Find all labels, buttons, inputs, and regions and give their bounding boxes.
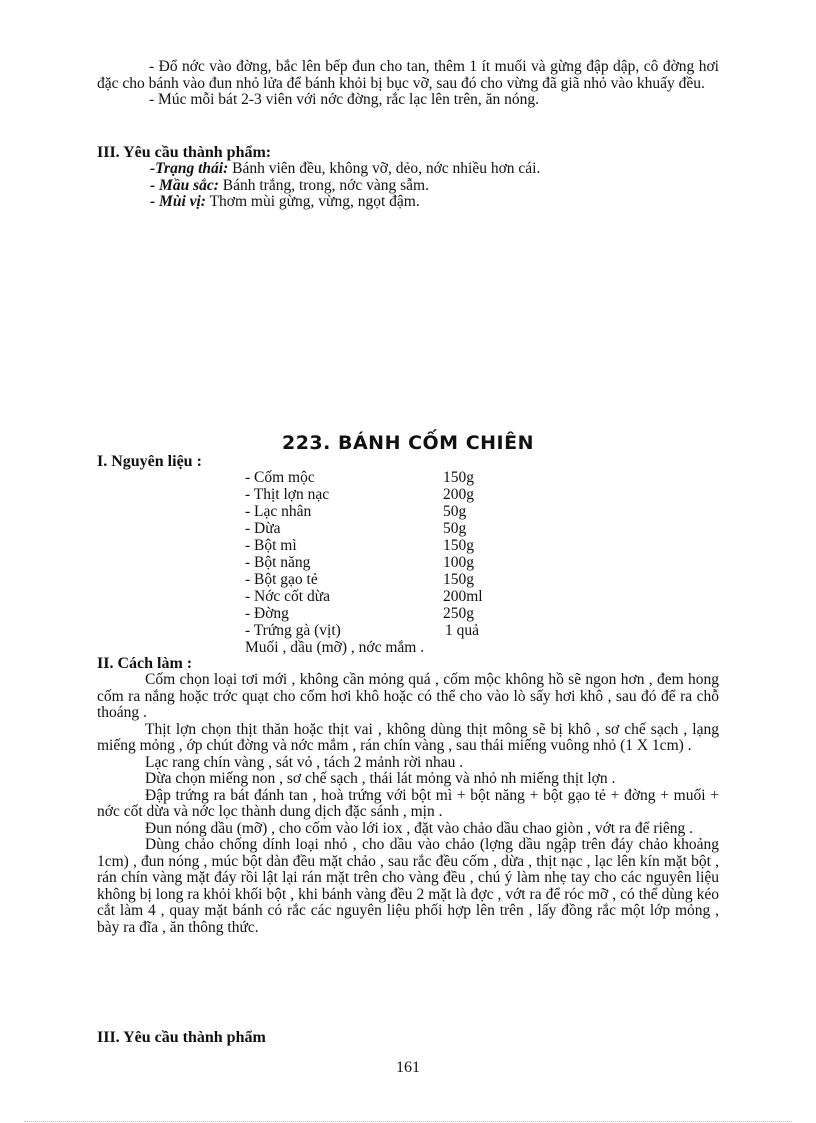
ingredient-name: - Cốm mộc [245,469,315,486]
ingredients-extra: Muối , dầu (mỡ) , nớc mắm . [245,639,425,656]
ingredient-row [245,605,483,622]
method-heading: II. Cách làm : [97,655,193,672]
method-paragraph: Dùng chảo chống dính loại nhỏ , cho dầu vào chảo (lợng dầu ngập trên đáy chảo khoảng 1cm) , đun nóng , múc bột dàn đều mặt chảo , sau rắc đều cốm , dừa , thịt nạc , lạc lên kín mặt bột , rán chín vàng mặt đáy rồi lật lại rán mặt trên cho vàng đều , chú ý làm nhẹ tay cho các nguyên liệu không bị long ra khỏi khối bột , khi bánh vàng đều 2 mặt là đợc , vớt ra để róc mỡ , có thể dùng kéo cắt làm 4 , quay mặt bánh có rắc các nguyên liệu phối hợp lên trên , lấy đồng rắc một lớp mỏng , bày ra đĩa , ăn thông thức. [97,836,719,936]
requirements-heading: III. Yêu cầu thành phẩm [97,1029,266,1046]
requirement-item [150,178,540,195]
ingredient-qty: 50g [443,503,467,520]
ingredient-qty: 200ml [443,588,483,605]
ingredient-row [245,503,483,520]
requirement-text: Thơm mùi gừng, vừng, ngọt đậm. [205,193,420,210]
ingredient-qty: 150g [443,571,474,588]
requirement-item [150,194,540,211]
ingredient-qty: 200g [443,486,474,503]
method-paragraph: Đập trứng ra bát đánh tan , hoà trứng với bột mì + bột năng + bột gạo tẻ + đờng + muối + nớc cốt dừa và nớc lọc thành dung dịch đặc sánh , mịn . [97,786,719,820]
method-paragraph: Thịt lợn chọn thịt thăn hoặc thịt vai , không dùng thịt mông sẽ bị khô , sơ chế sạch , lạng miếng mỏng , ớp chút đờng và nớc mắm , rán chín vàng , sau thái miếng vuông nhỏ (1 X 1cm) . [97,720,719,754]
method-paragraph: Cốm chọn loại tơi mới , không cần mỏng quá , cốm mộc không hồ sẽ ngon hơn , đem hong cốm ra nắng hoặc trớc quạt cho cốm hơi khô hoặc có thể cho vào lò sấy hơi khô , sau đó để ra chỗ thoáng . [97,671,719,721]
ingredient-name: - Đờng [245,605,289,622]
ingredient-row [245,588,483,605]
ingredient-qty: 250g [443,605,474,622]
ingredients-list [245,469,483,656]
ingredient-name: - Bột mì [245,537,297,554]
recipe-title: 223. BÁNH CỐM CHIÊN [281,432,534,454]
requirements-list [150,161,540,211]
ingredient-row [245,469,483,486]
ingredient-qty: 1 quả [445,622,480,639]
ingredient-name: - Nớc cốt dừa [245,588,331,605]
ingredient-row [245,537,483,554]
method-steps [97,672,719,936]
ingredient-row [245,571,483,588]
requirement-label: - Mầu sắc: [150,176,219,194]
step-paragraph: - Đổ nớc vào đờng, bắc lên bếp đun cho tan, thêm 1 ít muối và gừng đập dập, cô đờng hơi đặc cho bánh vào đun nhỏ lửa để bánh khỏi bị bục vỡ, sau đó cho vừng đã giã nhỏ vào khuấy đều. [97,58,719,92]
requirement-text: Bánh viên đều, không vỡ, dẻo, nớc nhiều hơn cái. [228,160,541,177]
ingredients-heading: I. Nguyên liệu : [97,453,202,470]
page-number: 161 [396,1059,420,1076]
page-divider [24,1121,792,1122]
ingredient-name: - Thịt lợn nạc [245,486,330,503]
requirements-heading: III. Yêu cầu thành phẩm: [97,144,272,161]
requirement-text: Bánh trắng, trong, nớc vàng sẫm. [218,176,429,194]
step-paragraph: - Múc mỗi bát 2-3 viên với nớc đờng, rắc lạc lên trên, ăn nóng. [149,91,540,108]
requirement-label: - Mùi vị: [150,193,206,210]
ingredient-qty: 100g [443,554,474,571]
ingredient-qty: 150g [443,537,474,554]
ingredient-name: - Bột năng [245,554,311,571]
ingredient-qty: 50g [443,520,467,537]
ingredient-row [245,486,483,503]
ingredient-name: - Bột gạo tẻ [245,571,318,588]
method-paragraph: Lạc rang chín vàng , sát vỏ , tách 2 mảnh rời nhau . [145,753,464,771]
method-paragraph: Dừa chọn miếng non , sơ chế sạch , thái lát mỏng và nhỏ nh miếng thịt lợn . [145,770,616,787]
ingredient-qty: 150g [443,469,474,486]
requirement-item [150,161,540,178]
ingredient-name: - Lạc nhân [245,503,312,520]
ingredient-name: - Dừa [245,520,281,537]
ingredient-row [245,520,483,537]
ingredient-row [245,554,483,571]
method-paragraph: Đun nóng dầu (mỡ) , cho cốm vào lới iox , đặt vào chảo dầu chao giòn , vớt ra để riêng . [145,819,694,837]
previous-recipe-steps [97,59,719,109]
ingredient-row [245,622,483,639]
ingredient-name: - Trứng gà (vịt) [245,622,341,639]
requirement-label: -Trạng thái: [150,160,229,177]
